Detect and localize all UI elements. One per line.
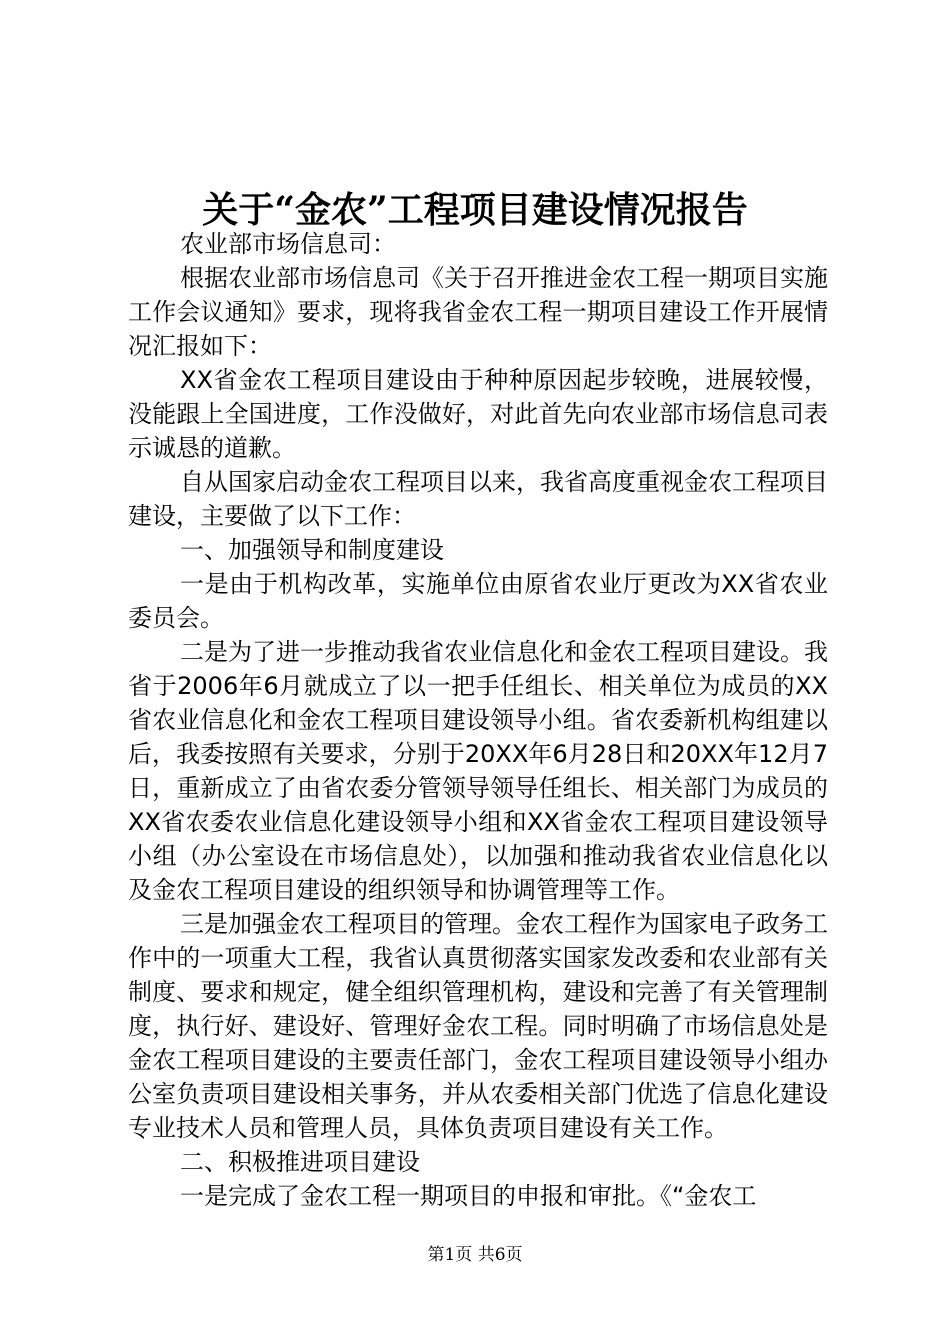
salutation: 农业部市场信息司： xyxy=(180,230,396,258)
paragraph: 一是完成了金农工程一期项目的申报和审批。《“金农工 xyxy=(180,1182,757,1210)
document-title: 关于“金农”工程项目建设情况报告 xyxy=(202,189,748,231)
document-body xyxy=(128,227,828,1213)
paragraph: 根据农业部市场信息司《关于召开推进金农工程一期项目实施工作会议通知》要求，现将我省金农工程一期项目建设工作开展情况汇报如下： xyxy=(128,264,828,360)
paragraph: 自从国家启动金农工程项目以来，我省高度重视金农工程项目建设，主要做了以下工作： xyxy=(128,468,828,530)
section-heading: 二、积极推进项目建设 xyxy=(180,1148,420,1176)
section-heading: 一、加强领导和制度建设 xyxy=(180,536,444,564)
paragraph: 一是由于机构改革，实施单位由原省农业厅更改为XX省农业委员会。 xyxy=(128,570,828,632)
paragraph: 三是加强金农工程项目的管理。金农工程作为国家电子政务工作中的一项重大工程，我省认真贯彻落实国家发改委和农业部有关制度、要求和规定，健全组织管理机构，建设和完善了有关管理制度，执行好、建设好、管理好金农工程。同时明确了市场信息处是金农工程项目建设的主要责任部门，金农工程项目建设领导小组办公室负责项目建设相关事务，并从农委相关部门优选了信息化建设专业技术人员和管理人员，具体负责项目建设有关工作。 xyxy=(128,910,828,1142)
paragraph: XX省金农工程项目建设由于种种原因起步较晚，进展较慢，没能跟上全国进度，工作没做好，对此首先向农业部市场信息司表示诚恳的道歉。 xyxy=(128,366,828,462)
paragraph: 二是为了进一步推动我省农业信息化和金农工程项目建设。我省于2006年6月就成立了以一把手任组长、相关单位为成员的XX省农业信息化和金农工程项目建设领导小组。省农委新机构组建以后，我委按照有关要求，分别于20XX年6月28日和20XX年12月7日，重新成立了由省农委分管领导领导任组长、相关部门为成员的XX省农委农业信息化建设领导小组和XX省金农工程项目建设领导小组（办公室设在市场信息处），以加强和推动我省农业信息化以及金农工程项目建设的组织领导和协调管理等工作。 xyxy=(128,638,828,904)
page-footer: 第1页 共6页 xyxy=(427,1245,523,1265)
